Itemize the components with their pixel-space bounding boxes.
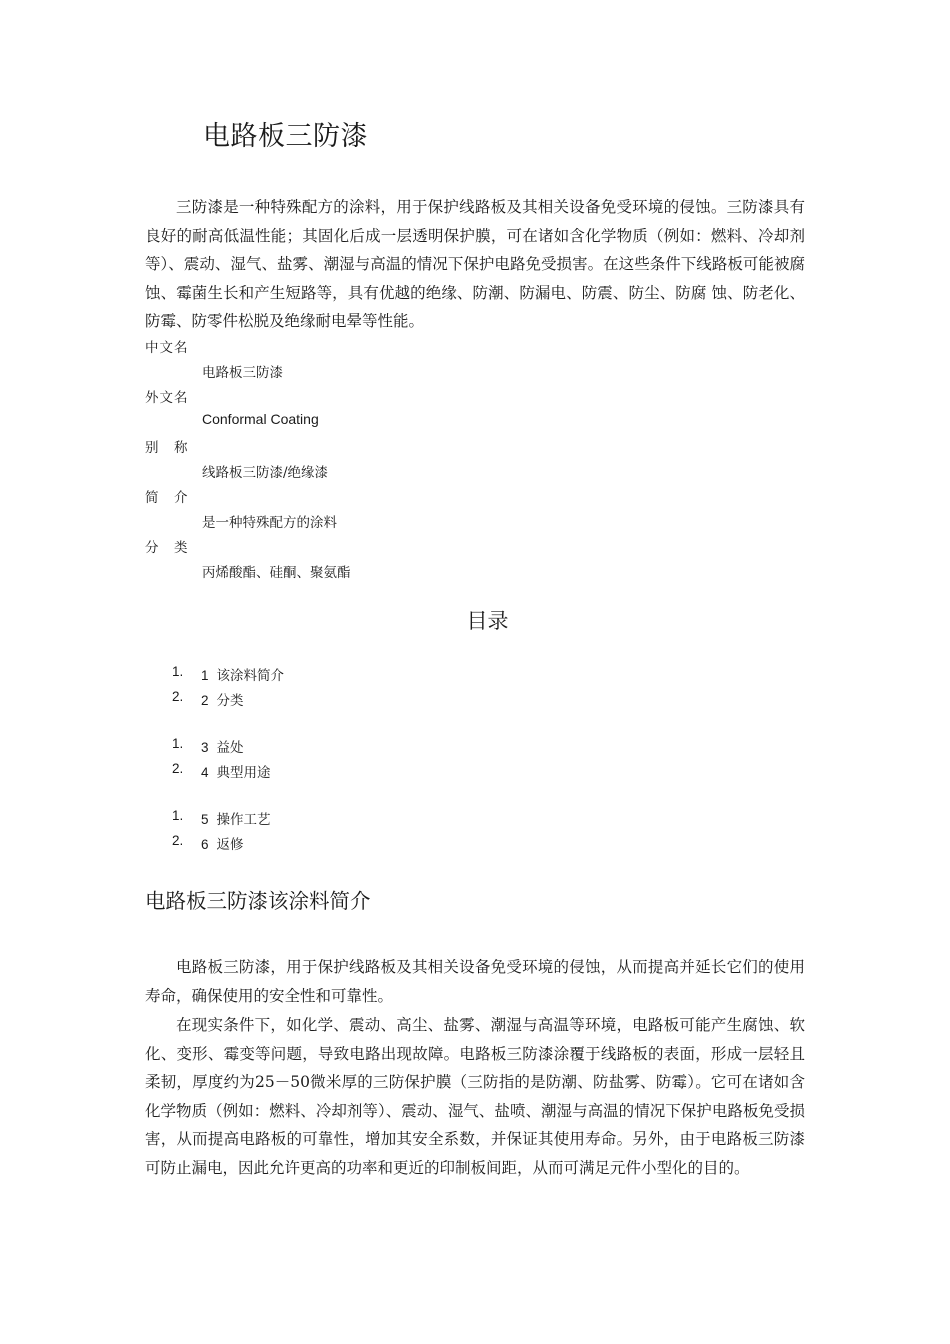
- info-label: 简 介: [145, 490, 189, 506]
- info-label: 外文名: [145, 390, 189, 406]
- toc-item-index: 2: [201, 693, 209, 708]
- toc-item-number: 1.: [172, 736, 184, 751]
- toc-item-label: 该涂料简介: [216, 668, 285, 684]
- section-heading: 电路板三防漆该涂料简介: [145, 889, 371, 913]
- section-paragraph: 电路板三防漆，用于保护线路板及其相关设备免受环境的侵蚀，从而提高并延长它们的使用寿命，确保使用的安全性和可靠性。: [145, 958, 805, 1005]
- toc-item-number: 2.: [172, 833, 184, 848]
- info-box: [145, 336, 745, 586]
- info-label: 中文名: [145, 340, 189, 356]
- document-title: 电路板三防漆: [203, 121, 368, 152]
- info-row-foreign-name: [145, 386, 745, 436]
- toc-item-index: 1: [201, 668, 209, 683]
- info-value: 是一种特殊配方的涂料: [202, 515, 337, 531]
- toc-item-label: 返修: [216, 837, 244, 853]
- toc-item-index: 5: [201, 812, 209, 827]
- info-row-category: [145, 536, 745, 586]
- toc-item-index: 3: [201, 740, 209, 755]
- toc-item-number: 2.: [172, 689, 184, 704]
- info-label: 别 称: [145, 440, 189, 456]
- info-value: Conformal Coating: [202, 411, 319, 427]
- info-row-alias: [145, 436, 745, 486]
- intro-paragraph: 三防漆是一种特殊配方的涂料，用于保护线路板及其相关设备免受环境的侵蚀。三防漆具有良好的耐高低温性能；其固化后成一层透明保护膜，可在诸如含化学物质（例如：燃料、冷却剂等）、震动、湿气、盐雾、潮湿与高温的情况下保护电路免受损害。在这些条件下线路板可能被腐 蚀、霉菌生长和产生短路等，具有优越的绝缘、防潮、防漏电、防震、防尘、防腐 蚀、防老化、防霉、防零件松脱及绝缘耐电晕等性能。: [145, 198, 805, 331]
- toc-item-index: 6: [201, 837, 209, 852]
- section-paragraph: 在现实条件下，如化学、震动、高尘、盐雾、潮湿与高温等环境，电路板可能产生腐蚀、软化、变形、霉变等问题，导致电路出现故障。电路板三防漆涂覆于线路板的表面，形成一层轻且柔韧，厚度约为25－50微米厚的三防保护膜（三防指的是防潮、防盐雾、防霉）。它可在诸如含化学物质（例如：燃料、冷却剂等）、震动、湿气、盐喷、潮湿与高温的情况下保护电路板免受损害，从而提高电路板的可靠性，增加其安全系数，并保证其使用寿命。另外，由于电路板三防漆可防止漏电，因此允许更高的功率和更近的印制板间距，从而可满足元件小型化的目的。: [145, 1016, 805, 1177]
- info-value: 电路板三防漆: [202, 365, 283, 381]
- info-row-chinese-name: [145, 336, 745, 386]
- toc-item-index: 4: [201, 765, 209, 780]
- toc-item-label: 典型用途: [216, 765, 271, 781]
- info-label: 分 类: [145, 540, 189, 556]
- toc-item-label: 益处: [216, 740, 244, 756]
- toc-item-number: 1.: [172, 664, 184, 679]
- info-value: 线路板三防漆/绝缘漆: [202, 465, 329, 481]
- toc-item-number: 2.: [172, 761, 184, 776]
- toc-item-label: 分类: [216, 693, 244, 709]
- toc-item-label: 操作工艺: [216, 812, 271, 828]
- toc-title: 目录: [466, 609, 509, 633]
- info-row-summary: [145, 486, 745, 536]
- info-value: 丙烯酸酯、硅酮、聚氨酯: [202, 565, 351, 581]
- toc-item-number: 1.: [172, 808, 184, 823]
